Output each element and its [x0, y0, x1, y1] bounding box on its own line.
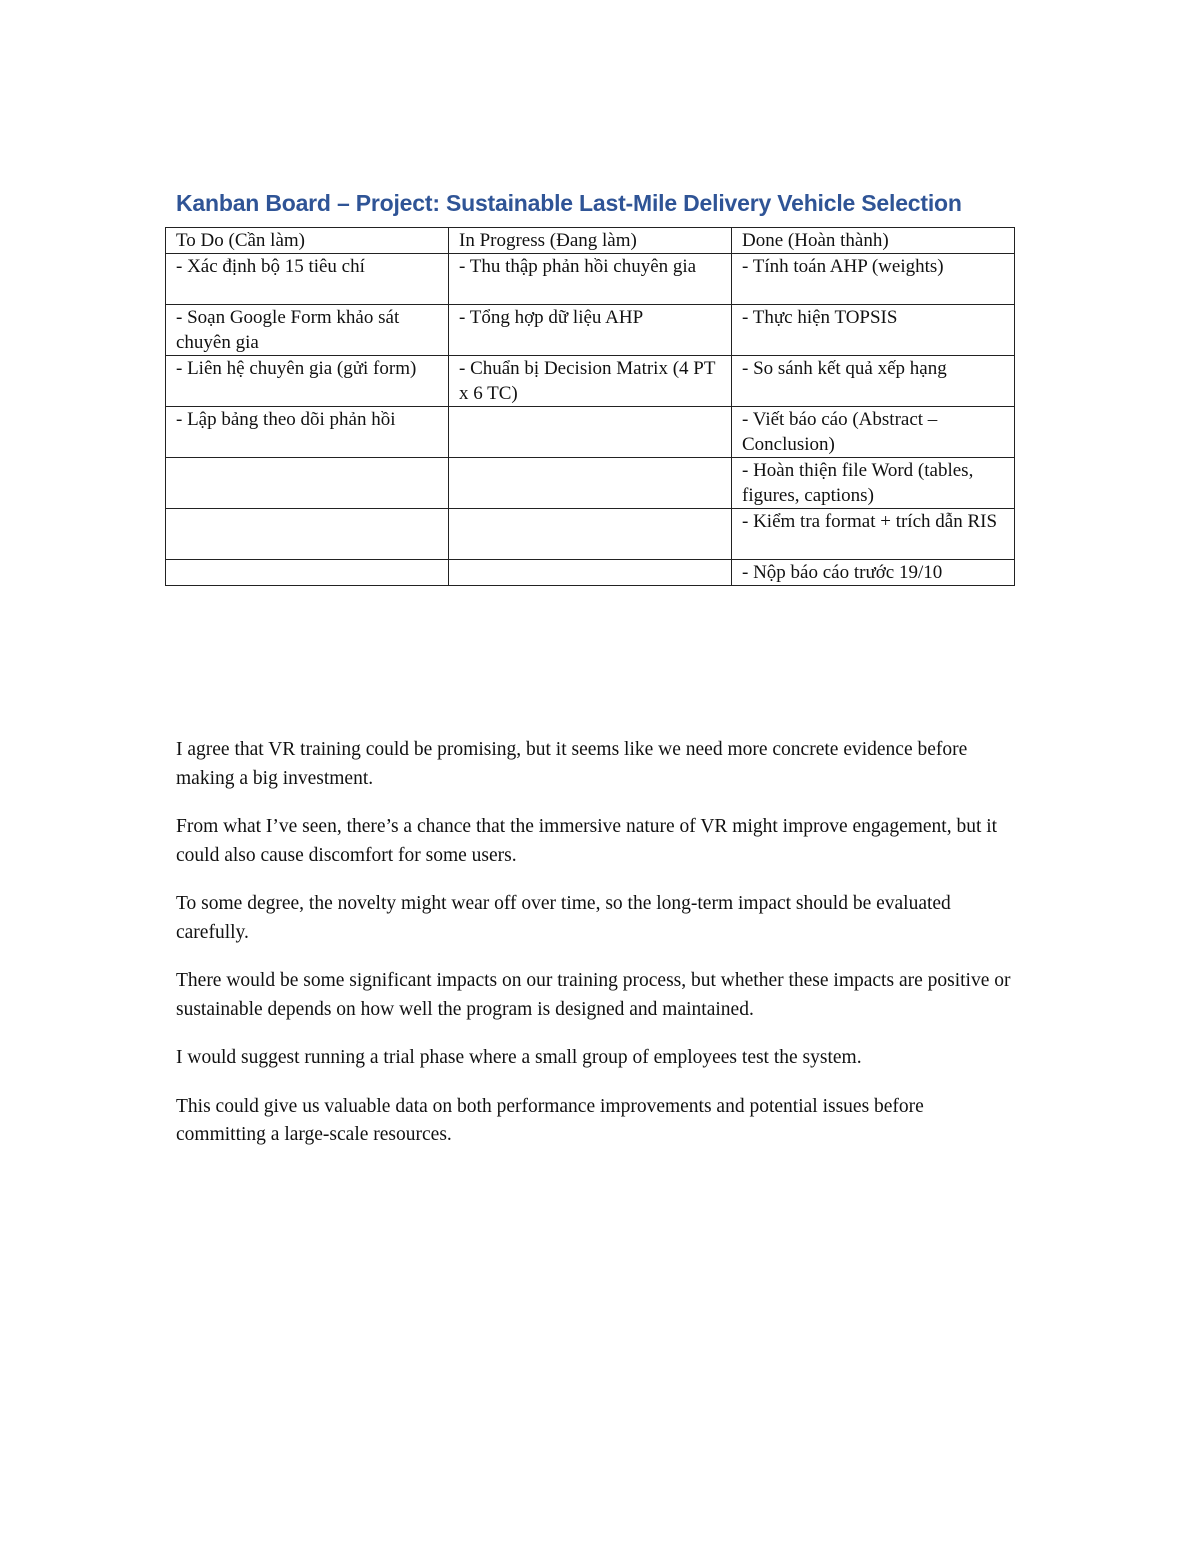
in-progress-cell	[449, 560, 732, 586]
table-row	[166, 458, 1015, 509]
header-done: Done (Hoàn thành)	[732, 228, 1015, 254]
document-title: Kanban Board – Project: Sustainable Last-Mile Delivery Vehicle Selection	[176, 190, 962, 216]
paragraph: I would suggest running a trial phase where a small group of employees test the system.	[176, 1047, 862, 1068]
done-cell: - Tính toán AHP (weights)	[732, 254, 1015, 305]
paragraph: To some degree, the novelty might wear off over time, so the long-term impact should be evaluated carefully.	[176, 893, 951, 943]
in-progress-cell: - Thu thập phản hồi chuyên gia	[449, 254, 732, 305]
paragraph: From what I’ve seen, there’s a chance that the immersive nature of VR might improve engagement, but it could also cause discomfort for some users.	[176, 816, 998, 866]
todo-cell: - Liên hệ chuyên gia (gửi form)	[166, 356, 449, 407]
table-row	[166, 356, 1015, 407]
paragraph: I agree that VR training could be promising, but it seems like we need more concrete evidence before making a big investment.	[176, 739, 968, 789]
body-text	[176, 736, 1016, 1170]
table-header-row	[166, 228, 1015, 254]
done-cell: - Viết báo cáo (Abstract – Conclusion)	[732, 407, 1015, 458]
todo-cell: - Soạn Google Form khảo sát chuyên gia	[166, 305, 449, 356]
table-row	[166, 407, 1015, 458]
done-cell: - Thực hiện TOPSIS	[732, 305, 1015, 356]
in-progress-cell	[449, 458, 732, 509]
todo-cell	[166, 509, 449, 560]
todo-cell: - Lập bảng theo dõi phản hồi	[166, 407, 449, 458]
table-row	[166, 305, 1015, 356]
todo-cell: - Xác định bộ 15 tiêu chí	[166, 254, 449, 305]
in-progress-cell	[449, 407, 732, 458]
paragraph: This could give us valuable data on both performance improvements and potential issues before committing a large-scale resources.	[176, 1095, 924, 1145]
done-cell: - Nộp báo cáo trước 19/10	[732, 560, 1015, 586]
kanban-table	[165, 227, 1015, 586]
table-row	[166, 509, 1015, 560]
done-cell: - Hoàn thiện file Word (tables, figures, captions)	[732, 458, 1015, 509]
table-row	[166, 254, 1015, 305]
done-cell: - Kiểm tra format + trích dẫn RIS	[732, 509, 1015, 560]
paragraph: There would be some significant impacts on our training process, but whether these impacts are positive or sustainable depends on how well the program is designed and maintained.	[176, 970, 1011, 1020]
done-cell: - So sánh kết quả xếp hạng	[732, 356, 1015, 407]
header-in-progress: In Progress (Đang làm)	[449, 228, 732, 254]
header-todo: To Do (Cần làm)	[166, 228, 449, 254]
in-progress-cell: - Chuẩn bị Decision Matrix (4 PT x 6 TC)	[449, 356, 732, 407]
table-row	[166, 560, 1015, 586]
in-progress-cell: - Tổng hợp dữ liệu AHP	[449, 305, 732, 356]
todo-cell	[166, 458, 449, 509]
todo-cell	[166, 560, 449, 586]
in-progress-cell	[449, 509, 732, 560]
